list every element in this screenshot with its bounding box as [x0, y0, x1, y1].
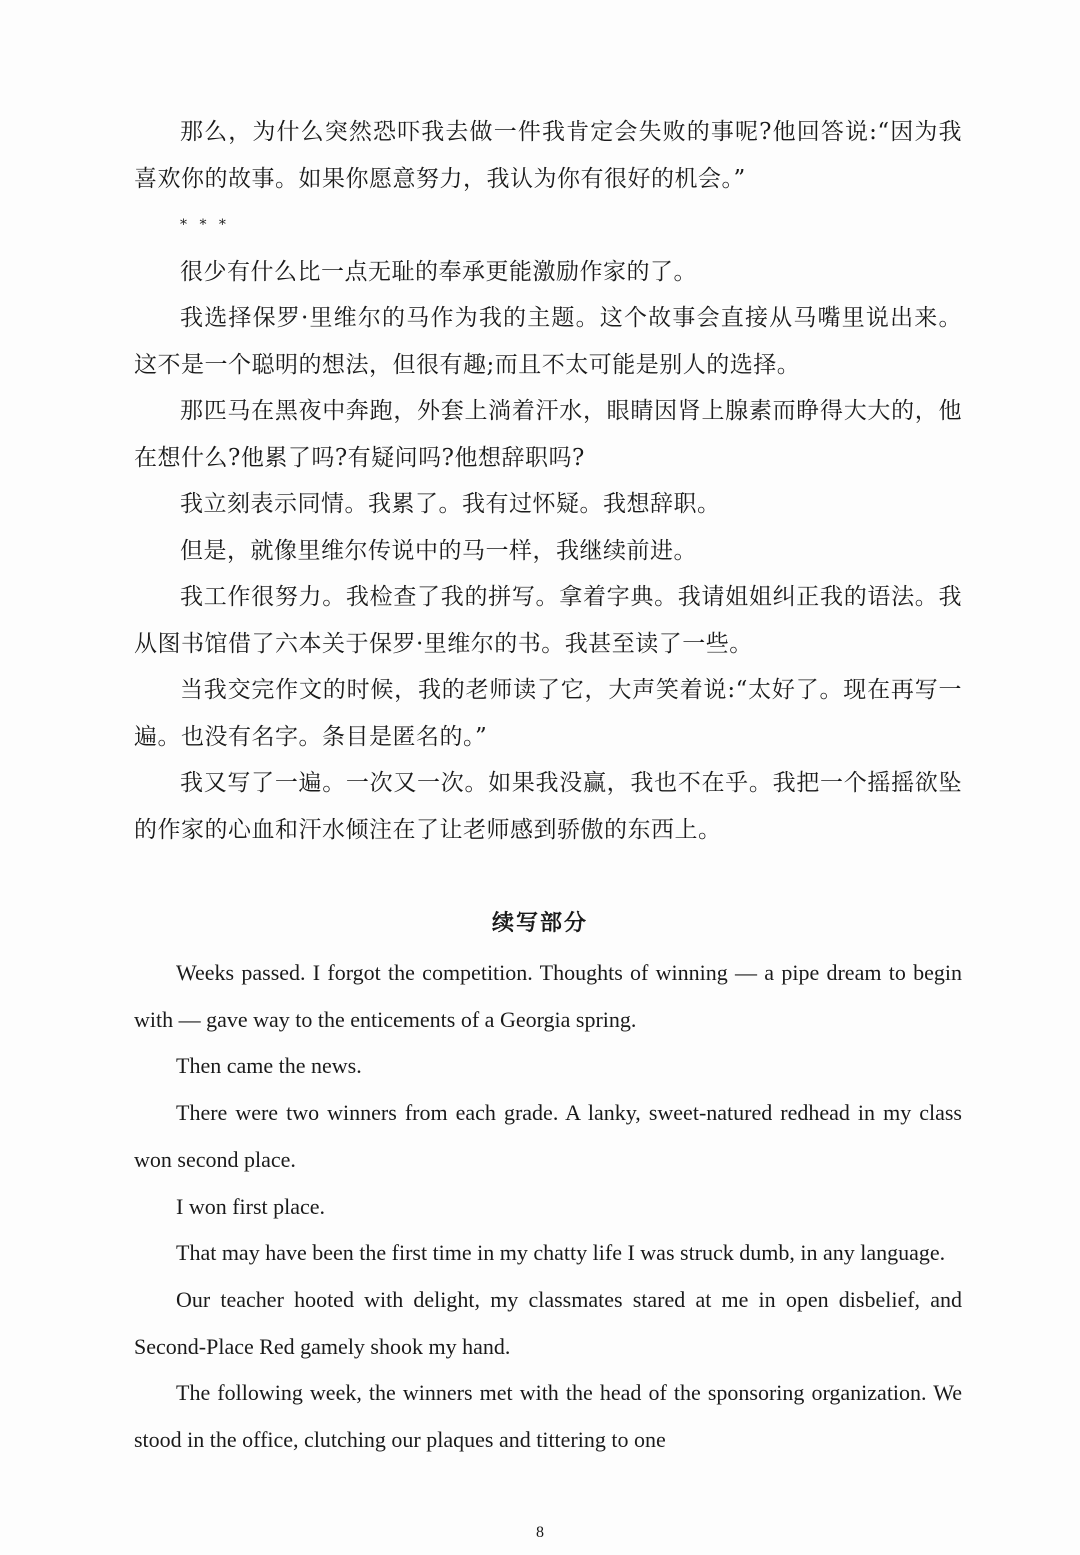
section-break: * * *	[180, 217, 230, 233]
paragraph: Then came the news.	[176, 1053, 362, 1079]
paragraph: There were two winners from each grade. A lanky, sweet-natured redhead in my class won second place.	[134, 1100, 962, 1172]
paragraph: 当我交完作文的时候，我的老师读了它，大声笑着说:“太好了。现在再写一遍。也没有名字。条目是匿名的。”	[134, 677, 962, 750]
paragraph: 那么，为什么突然恐吓我去做一件我肯定会失败的事呢?他回答说:“因为我喜欢你的故事。如果你愿意努力，我认为你有很好的机会。”	[134, 119, 962, 192]
section-title: 续写部分	[491, 911, 588, 936]
paragraph: I won first place.	[176, 1193, 326, 1219]
paragraph: 我立刻表示同情。我累了。我有过怀疑。我想辞职。	[180, 491, 721, 517]
paragraph: 我选择保罗·里维尔的马作为我的主题。这个故事会直接从马嘴里说出来。这不是一个聪明的想法，但很有趣;而且不太可能是别人的选择。	[134, 305, 962, 378]
paragraph: Weeks passed. I forgot the competition. Thoughts of winning — a pipe dream to begin with — gave way to the enticements of a Georgia spring.	[134, 960, 962, 1032]
chinese-text-block	[134, 109, 962, 853]
paragraph: 但是，就像里维尔传说中的马一样，我继续前进。	[180, 537, 697, 564]
paragraph: 很少有什么比一点无耻的奉承更能激励作家的了。	[180, 258, 697, 285]
paragraph: That may have been the first time in my chatty life I was struck dumb, in any language.	[176, 1240, 946, 1266]
paragraph: 我工作很努力。我检查了我的拼写。拿着字典。我请姐姐纠正我的语法。我从图书馆借了六本关于保罗·里维尔的书。我甚至读了一些。	[134, 584, 962, 657]
paragraph: 我又写了一遍。一次又一次。如果我没赢，我也不在乎。我把一个摇摇欲坠的作家的心血和汗水倾注在了让老师感到骄傲的东西上。	[134, 770, 962, 843]
paragraph: The following week, the winners met with the head of the sponsoring organization. We stood in the office, clutching our plaques and tittering to one	[134, 1380, 962, 1453]
paragraph: Our teacher hooted with delight, my classmates stared at me in open disbelief, and Second-Place Red gamely shook my hand.	[134, 1286, 962, 1359]
english-text-block	[134, 950, 962, 1464]
page-number: 8	[536, 1524, 544, 1541]
paragraph: 那匹马在黑夜中奔跑，外套上淌着汗水，眼睛因肾上腺素而睁得大大的，他在想什么?他累了吗?有疑问吗?他想辞职吗?	[134, 398, 962, 471]
